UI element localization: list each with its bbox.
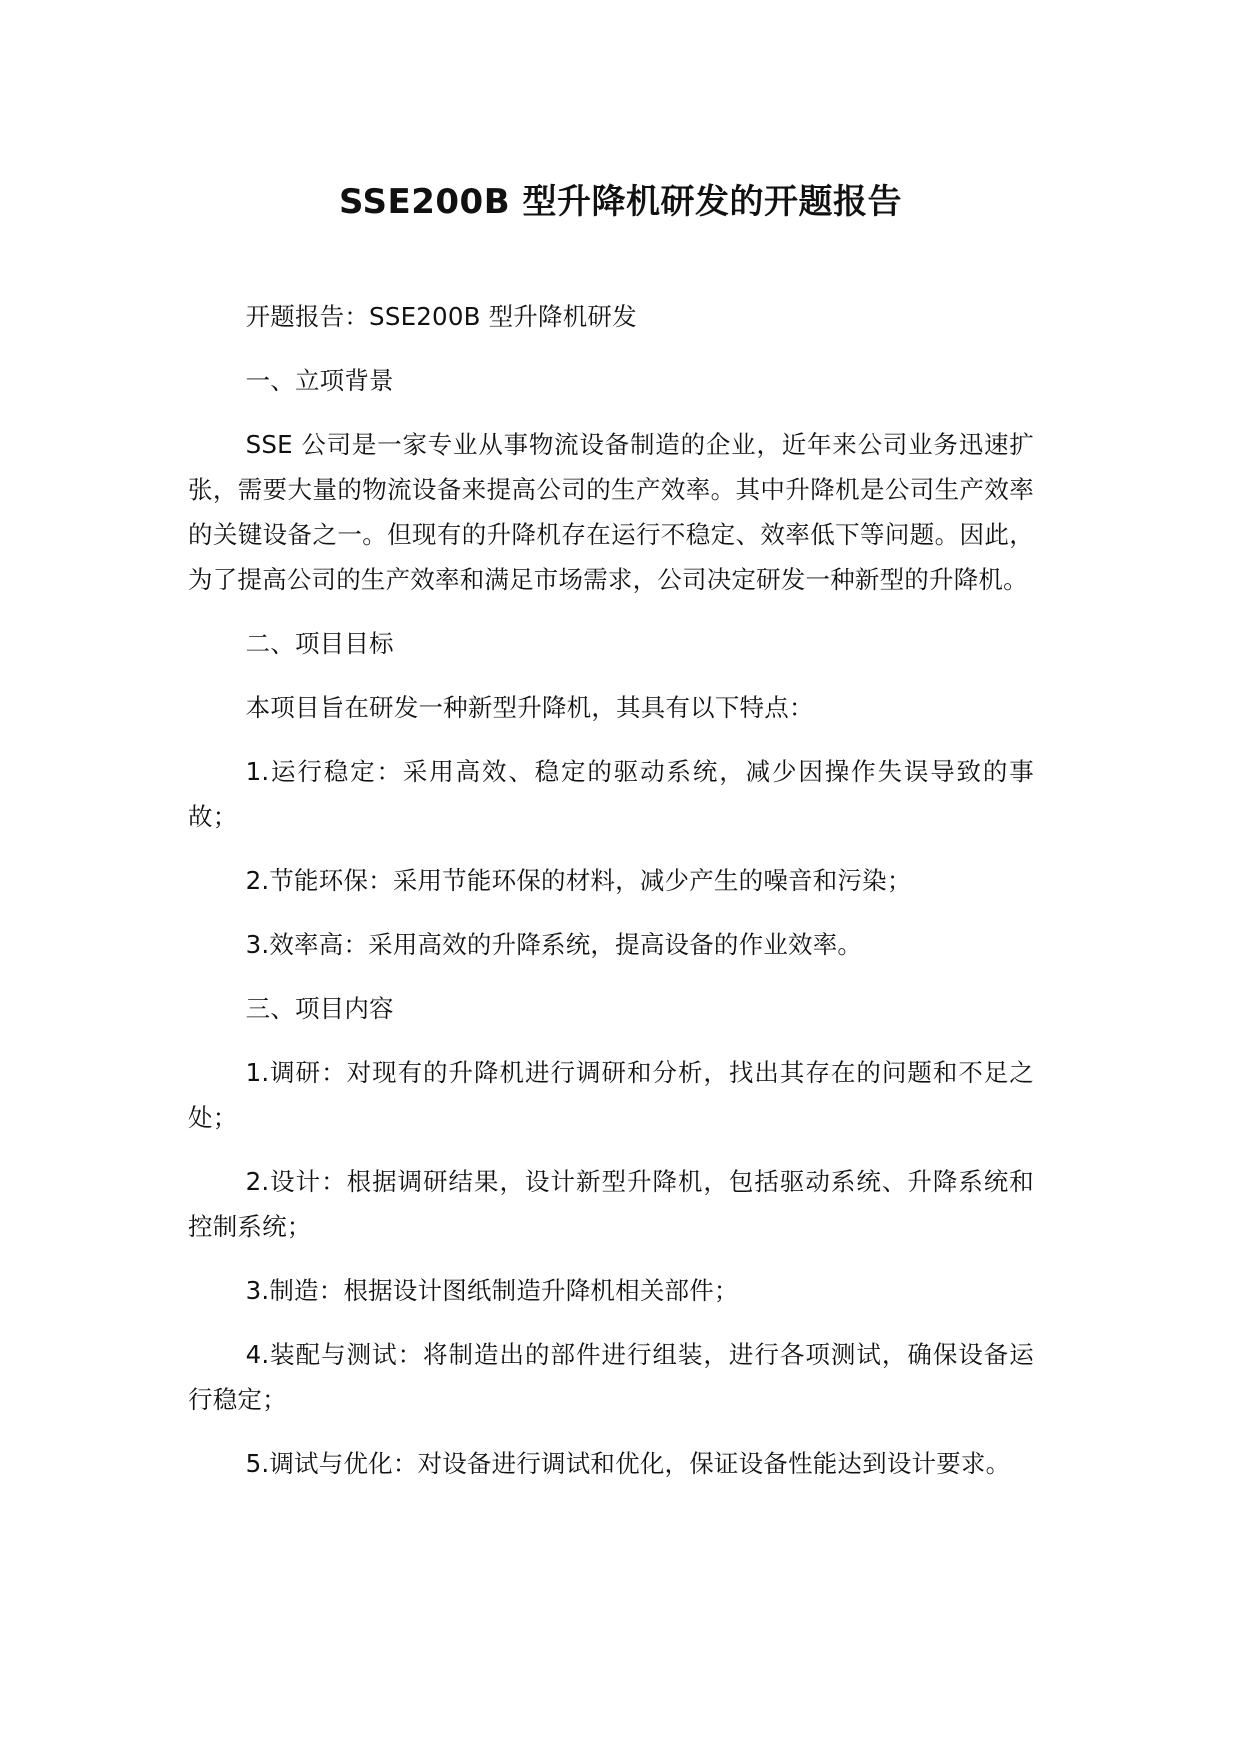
content-item-1: 1.调研：对现有的升降机进行调研和分析，找出其存在的问题和不足之处； (188, 1058, 1034, 1132)
goal-item-2: 2.节能环保：采用节能环保的材料，减少产生的噪音和污染； (245, 866, 912, 895)
report-subtitle: 开题报告：SSE200B 型升降机研发 (245, 302, 637, 331)
goal-item-3: 3.效率高：采用高效的升降系统，提高设备的作业效率。 (245, 930, 863, 959)
goals-intro-paragraph: 本项目旨在研发一种新型升降机，其具有以下特点： (245, 693, 814, 722)
content-item-4: 4.装配与测试：将制造出的部件进行组装，进行各项测试，确保设备运行稳定； (188, 1340, 1034, 1414)
section-heading-goals: 二、项目目标 (245, 629, 394, 658)
section-heading-content: 三、项目内容 (245, 994, 394, 1023)
background-paragraph: SSE 公司是一家专业从事物流设备制造的企业，近年来公司业务迅速扩张，需要大量的物流设备来提高公司的生产效率。其中升降机是公司生产效率的关键设备之一。但现有的升降机存在运行不稳定、效率低下等问题。因此，为了提高公司的生产效率和满足市场需求，公司决定研发一种新型的升降机。 (188, 430, 1034, 594)
content-item-5: 5.调试与优化：对设备进行调试和优化，保证设备性能达到设计要求。 (245, 1449, 1011, 1478)
content-item-3: 3.制造：根据设计图纸制造升降机相关部件； (245, 1276, 739, 1305)
document-body (188, 294, 1034, 1505)
section-heading-background: 一、立项背景 (245, 366, 394, 395)
content-item-2: 2.设计：根据调研结果，设计新型升降机，包括驱动系统、升降系统和控制系统； (188, 1167, 1034, 1241)
document-title: SSE200B 型升降机研发的开题报告 (339, 182, 902, 222)
goal-item-1: 1.运行稳定：采用高效、稳定的驱动系统，减少因操作失误导致的事故； (188, 757, 1034, 831)
